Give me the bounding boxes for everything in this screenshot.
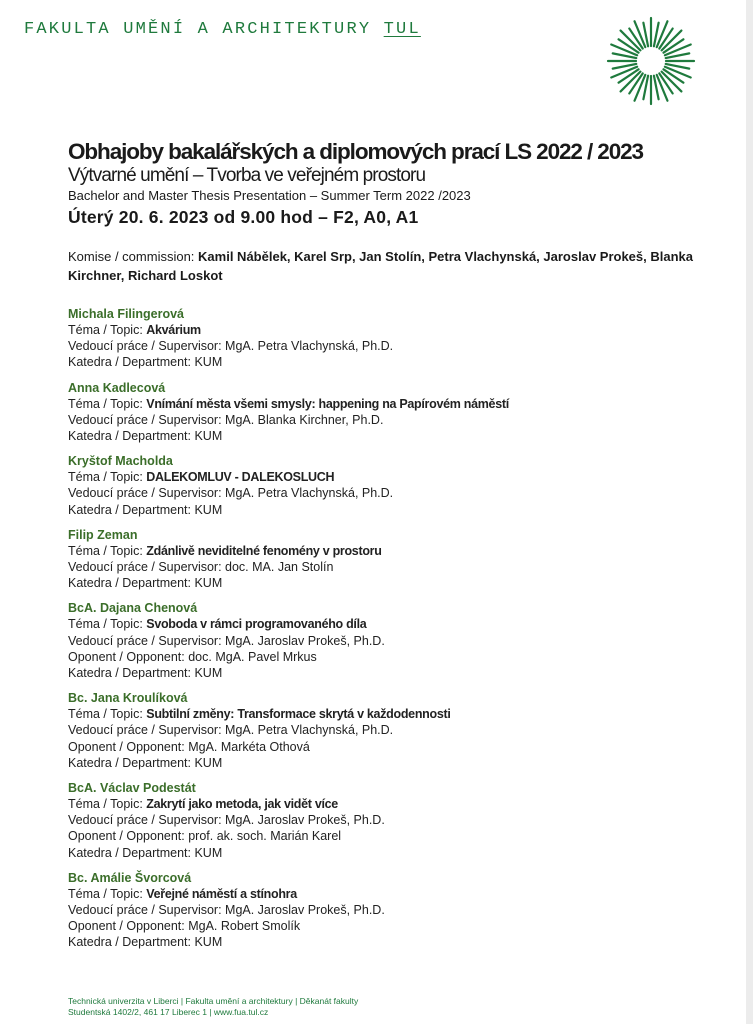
topic-row — [68, 796, 738, 812]
supervisor-label: Vedoucí práce / Supervisor: — [68, 813, 226, 828]
commission-members: Kamil Nábělek, Karel Srp, Jan Stolín, Petra Vlachynská, Jaroslav Prokeš, Blanka Kirchner, Richard Loskot — [68, 249, 693, 283]
supervisor-value: MgA. Petra Vlachynská, Ph.D. — [225, 723, 394, 738]
department-value: KUM — [194, 576, 223, 591]
supervisor-row — [68, 812, 738, 828]
department-row — [68, 665, 738, 681]
entries-list — [68, 306, 738, 951]
department-row — [68, 354, 738, 370]
faculty-tul: TUL — [383, 20, 421, 39]
opponent-label: Oponent / Opponent: — [68, 739, 189, 754]
topic-label: Téma / Topic: — [68, 543, 147, 558]
footer-line-1: Technická univerzita v Liberci | Fakulta umění a architektury | Děkanát fakulty — [68, 996, 359, 1006]
supervisor-label: Vedoucí práce / Supervisor: — [68, 560, 226, 575]
department-value: KUM — [194, 935, 223, 950]
list-item — [68, 306, 738, 371]
list-item — [68, 453, 738, 518]
supervisor-value: MgA. Jaroslav Prokeš, Ph.D. — [225, 813, 385, 828]
opponent-value: MgA. Markéta Othová — [188, 739, 310, 754]
opponent-row — [68, 739, 738, 755]
student-name: Filip Zeman — [68, 527, 138, 542]
supervisor-row — [68, 633, 738, 649]
commission — [68, 247, 738, 285]
department-value: KUM — [194, 755, 223, 770]
list-item — [68, 600, 738, 681]
student-name: Bc. Amálie Švorcová — [68, 870, 192, 885]
opponent-row — [68, 649, 738, 665]
supervisor-value: MgA. Jaroslav Prokeš, Ph.D. — [225, 903, 385, 918]
topic-label: Téma / Topic: — [68, 707, 147, 722]
topic-value: Zdánlivě neviditelné fenomény v prostoru — [146, 543, 382, 558]
faculty-header — [24, 20, 421, 39]
student-name: Bc. Jana Kroulíková — [68, 691, 188, 706]
supervisor-row — [68, 722, 738, 738]
supervisor-row — [68, 559, 738, 575]
topic-row — [68, 616, 738, 632]
department-row — [68, 428, 738, 444]
supervisor-row — [68, 412, 738, 428]
department-label: Katedra / Department: — [68, 755, 195, 770]
commission-label: Komise / commission: — [68, 249, 199, 264]
supervisor-value: MgA. Petra Vlachynská, Ph.D. — [225, 486, 394, 501]
opponent-label: Oponent / Opponent: — [68, 829, 189, 844]
supervisor-row — [68, 338, 738, 354]
topic-label: Téma / Topic: — [68, 797, 147, 812]
department-value: KUM — [194, 429, 223, 444]
supervisor-label: Vedoucí práce / Supervisor: — [68, 633, 226, 648]
department-value: KUM — [194, 666, 223, 681]
department-row — [68, 575, 738, 591]
footer-line-2: Studentská 1402/2, 461 17 Liberec 1 | www.fua.tul.cz — [68, 1007, 269, 1017]
sunburst-logo-icon — [606, 16, 696, 106]
student-name: Michala Filingerová — [68, 307, 185, 321]
list-item — [68, 870, 738, 951]
supervisor-label: Vedoucí práce / Supervisor: — [68, 339, 226, 354]
topic-label: Téma / Topic: — [68, 470, 147, 485]
supervisor-row — [68, 485, 738, 501]
page-subtitle: Výtvarné umění – Tvorba ve veřejném prostoru — [68, 165, 426, 186]
list-item — [68, 690, 738, 771]
topic-value: DALEKOMLUV - DALEKOSLUCH — [146, 470, 335, 485]
topic-label: Téma / Topic: — [68, 886, 147, 901]
faculty-name: FAKULTA UMĚNÍ A ARCHITEKTURY — [24, 20, 384, 39]
main-content — [68, 138, 738, 960]
opponent-row — [68, 918, 738, 934]
student-name: BcA. Dajana Chenová — [68, 601, 198, 616]
topic-row — [68, 886, 738, 902]
department-label: Katedra / Department: — [68, 845, 195, 860]
topic-label: Téma / Topic: — [68, 396, 147, 411]
opponent-label: Oponent / Opponent: — [68, 649, 189, 664]
opponent-label: Oponent / Opponent: — [68, 919, 189, 934]
topic-label: Téma / Topic: — [68, 323, 147, 337]
topic-value: Akvárium — [146, 323, 201, 337]
supervisor-value: MgA. Jaroslav Prokeš, Ph.D. — [225, 633, 385, 648]
supervisor-row — [68, 902, 738, 918]
topic-label: Téma / Topic: — [68, 617, 147, 632]
department-label: Katedra / Department: — [68, 666, 195, 681]
department-label: Katedra / Department: — [68, 502, 195, 517]
department-label: Katedra / Department: — [68, 429, 195, 444]
topic-value: Vnímání města všemi smysly: happening na Papírovém náměstí — [146, 396, 509, 411]
department-row — [68, 845, 738, 861]
department-label: Katedra / Department: — [68, 576, 195, 591]
supervisor-label: Vedoucí práce / Supervisor: — [68, 412, 226, 427]
supervisor-label: Vedoucí práce / Supervisor: — [68, 723, 226, 738]
department-value: KUM — [194, 845, 223, 860]
list-item — [68, 780, 738, 861]
department-row — [68, 502, 738, 518]
department-label: Katedra / Department: — [68, 935, 195, 950]
supervisor-label: Vedoucí práce / Supervisor: — [68, 486, 226, 501]
topic-row — [68, 706, 738, 722]
opponent-value: prof. ak. soch. Marián Karel — [188, 829, 342, 844]
student-name: BcA. Václav Podestát — [68, 781, 196, 796]
topic-value: Subtilní změny: Transformace skrytá v každodennosti — [146, 707, 451, 722]
date-location: Úterý 20. 6. 2023 od 9.00 hod – F2, A0, A1 — [68, 207, 419, 227]
topic-row — [68, 469, 738, 485]
list-item — [68, 527, 738, 592]
supervisor-label: Vedoucí práce / Supervisor: — [68, 903, 226, 918]
topic-row — [68, 322, 738, 338]
page-edge — [746, 0, 753, 1024]
student-name: Anna Kadlecová — [68, 380, 166, 395]
department-value: KUM — [194, 502, 223, 517]
topic-value: Veřejné náměstí a stínohra — [146, 886, 297, 901]
supervisor-value: doc. MA. Jan Stolín — [225, 560, 334, 575]
supervisor-value: MgA. Blanka Kirchner, Ph.D. — [225, 412, 384, 427]
page-title: Obhajoby bakalářských a diplomových prací LS 2022 / 2023 — [68, 139, 643, 164]
opponent-row — [68, 828, 738, 844]
topic-value: Zakrytí jako metoda, jak vidět více — [146, 797, 338, 812]
topic-row — [68, 396, 738, 412]
list-item — [68, 380, 738, 445]
supervisor-value: MgA. Petra Vlachynská, Ph.D. — [225, 339, 394, 354]
department-row — [68, 934, 738, 950]
footer — [68, 996, 358, 1018]
opponent-value: MgA. Robert Smolík — [188, 919, 301, 934]
page-subtitle-english: Bachelor and Master Thesis Presentation – Summer Term 2022 /2023 — [68, 188, 471, 203]
department-label: Katedra / Department: — [68, 355, 195, 370]
student-name: Kryštof Macholda — [68, 454, 173, 469]
topic-value: Svoboda v rámci programovaného díla — [146, 617, 367, 632]
opponent-value: doc. MgA. Pavel Mrkus — [188, 649, 317, 664]
department-value: KUM — [194, 355, 223, 370]
topic-row — [68, 543, 738, 559]
department-row — [68, 755, 738, 771]
